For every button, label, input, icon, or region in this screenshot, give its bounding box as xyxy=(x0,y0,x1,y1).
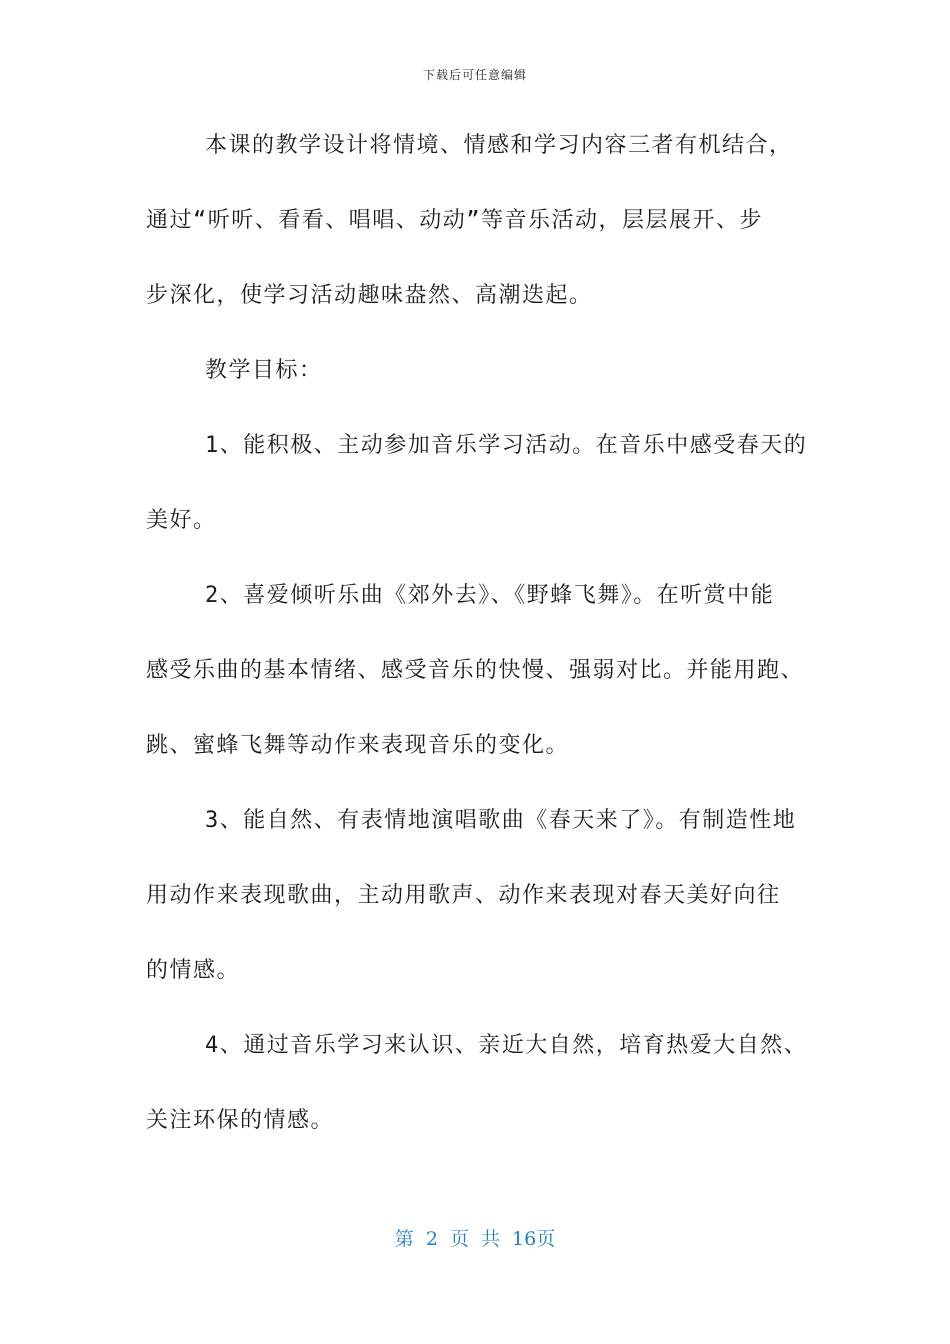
text-line: 步深化，使学习活动趣味盎然、高潮迭起。 xyxy=(146,283,593,308)
section-heading: 教学目标： xyxy=(146,358,323,383)
text-line: 用动作来表现歌曲，主动用歌声、动作来表现对春天美好向往 xyxy=(146,883,781,908)
text-line: 4、通过音乐学习来认识、亲近大自然，培育热爱大自然、 xyxy=(146,1033,808,1058)
text-line: 本课的教学设计将情境、情感和学习内容三者有机结合， xyxy=(146,133,793,158)
page-number: 第 2 页 共 16页 xyxy=(394,1228,556,1250)
text-line: 美好。 xyxy=(146,508,217,533)
page-header: 下载后可任意编辑 xyxy=(422,68,527,82)
text-line: 1、能积极、主动参加音乐学习活动。在音乐中感受春天的 xyxy=(146,433,808,458)
text-line: 关注环保的情感。 xyxy=(146,1108,335,1133)
text-line: 的情感。 xyxy=(146,958,241,983)
text-line: 跳、蜜蜂飞舞等动作来表现音乐的变化。 xyxy=(146,733,570,758)
text-line: 通过“听听、看看、唱唱、动动”等音乐活动，层层展开、步 xyxy=(146,208,763,233)
text-line: 3、能自然、有表情地演唱歌曲《春天来了》。有制造性地 xyxy=(146,808,797,833)
text-line: 2、喜爱倾听乐曲《郊外去》、《野蜂飞舞》。在听赏中能 xyxy=(146,583,775,608)
document-body xyxy=(146,124,810,1174)
text-line: 感受乐曲的基本情绪、感受音乐的快慢、强弱对比。并能用跑、 xyxy=(146,658,805,683)
